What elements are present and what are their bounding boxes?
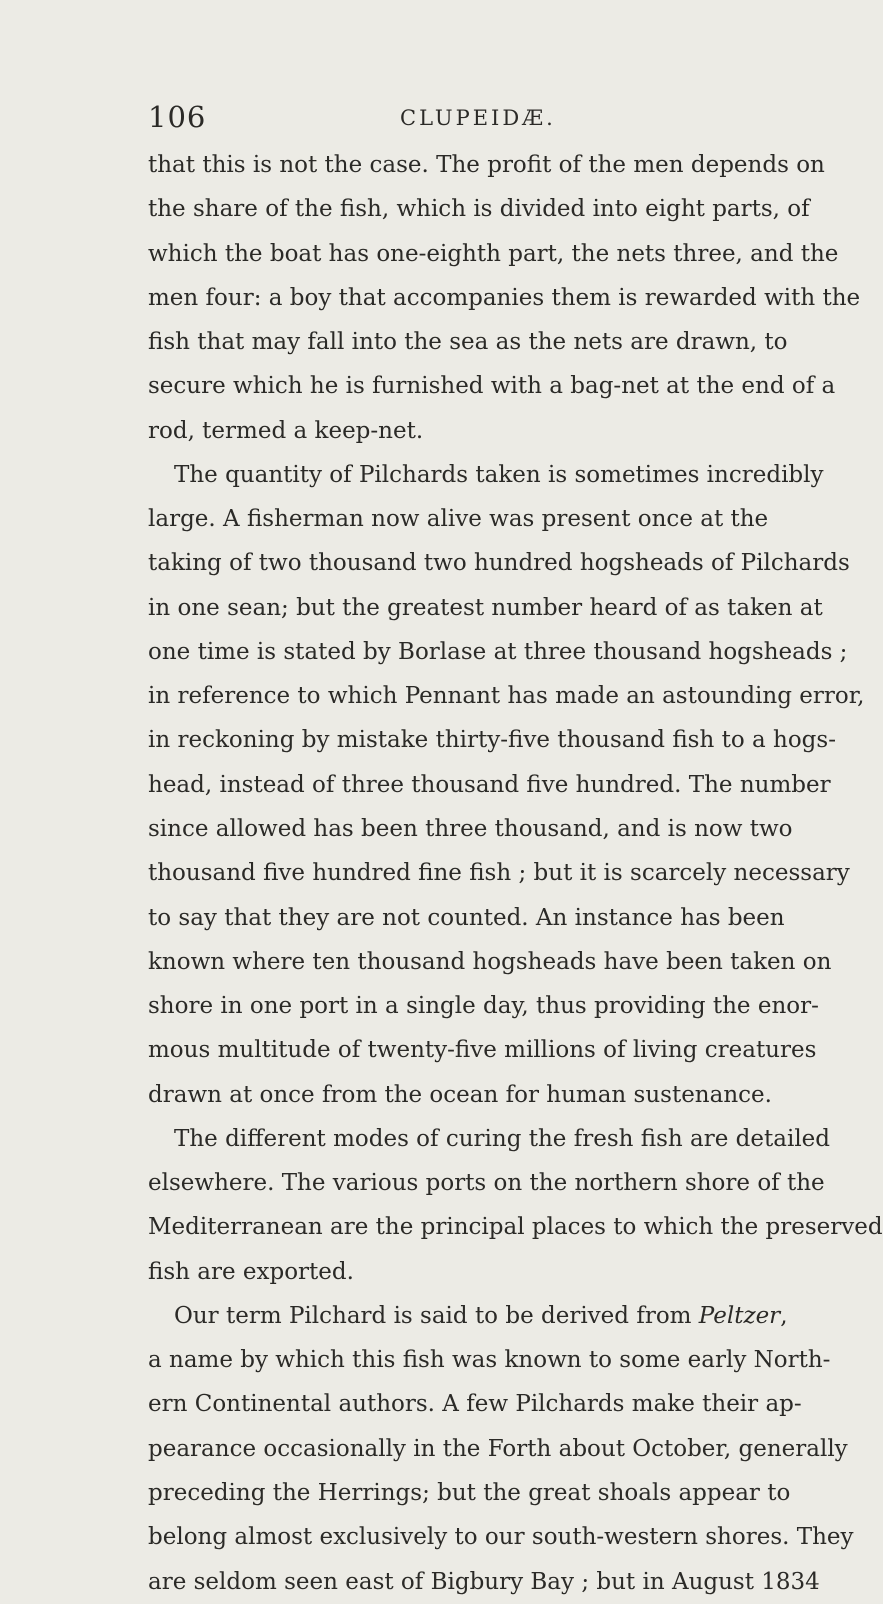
text-line: thousand five hundred fine fish ; but it is scarcely necessary (148, 860, 850, 887)
text-line: one time is stated by Borlase at three thousand hogsheads ; (148, 638, 848, 665)
text-line: preceding the Herrings; but the great shoals appear to (148, 1479, 791, 1506)
text-line: a name by which this fish was known to some early North- (148, 1347, 831, 1374)
text-line: men four: a boy that accompanies them is rewarded with the (148, 284, 861, 311)
italic-term: Peltzer (698, 1302, 781, 1329)
text-line: ern Continental authors. A few Pilchards make their ap- (148, 1391, 802, 1418)
text-line: since allowed has been three thousand, and is now two (148, 815, 793, 842)
text-line: pearance occasionally in the Forth about October, generally (148, 1435, 848, 1462)
text-line-end: , (780, 1302, 788, 1329)
text-line: to say that they are not counted. An instance has been (148, 904, 785, 931)
text-line: elsewhere. The various ports on the northern shore of the (148, 1170, 825, 1197)
text-line: mous multitude of twenty-five millions of living creatures (148, 1037, 817, 1064)
text-line-start: Our term Pilchard is said to be derived from (174, 1302, 699, 1329)
body-text (148, 143, 883, 1604)
text-line: drawn at once from the ocean for human sustenance. (148, 1081, 772, 1108)
page-number: 106 (148, 100, 207, 134)
text-line: in reference to which Pennant has made an astounding error, (148, 683, 865, 710)
text-line: the share of the fish, which is divided into eight parts, of (148, 196, 810, 223)
page-header (148, 100, 708, 140)
paragraph-start-line: The different modes of curing the fresh fish are detailed (174, 1125, 831, 1152)
text-line: which the boat has one-eighth part, the nets three, and the (148, 240, 839, 267)
text-line: in reckoning by mistake thirty-five thousand fish to a hogs- (148, 727, 836, 754)
text-line: fish are exported. (148, 1258, 354, 1285)
text-line: shore in one port in a single day, thus providing the enor- (148, 993, 819, 1020)
running-head: CLUPEIDÆ. (400, 106, 556, 130)
paragraph-start-line (148, 1294, 788, 1338)
text-line: fish that may fall into the sea as the nets are drawn, to (148, 329, 788, 356)
text-line: in one sean; but the greatest number heard of as taken at (148, 594, 823, 621)
text-line: taking of two thousand two hundred hogsheads of Pilchards (148, 550, 850, 577)
text-line: rod, termed a keep-net. (148, 417, 424, 444)
text-line: that this is not the case. The profit of the men depends on (148, 152, 825, 178)
text-line: large. A fisherman now alive was present once at the (148, 506, 769, 533)
text-line: are seldom seen east of Bigbury Bay ; but in August 1834 (148, 1568, 820, 1595)
text-line: Mediterranean are the principal places to which the preserved (148, 1214, 883, 1241)
text-line: known where ten thousand hogsheads have been taken on (148, 948, 832, 975)
text-line: head, instead of three thousand five hundred. The number (148, 771, 831, 798)
text-line: belong almost exclusively to our south-western shores. They (148, 1524, 854, 1551)
paragraph-start-line: The quantity of Pilchards taken is sometimes incredibly (174, 461, 824, 488)
text-line: secure which he is furnished with a bag-net at the end of a (148, 373, 836, 400)
